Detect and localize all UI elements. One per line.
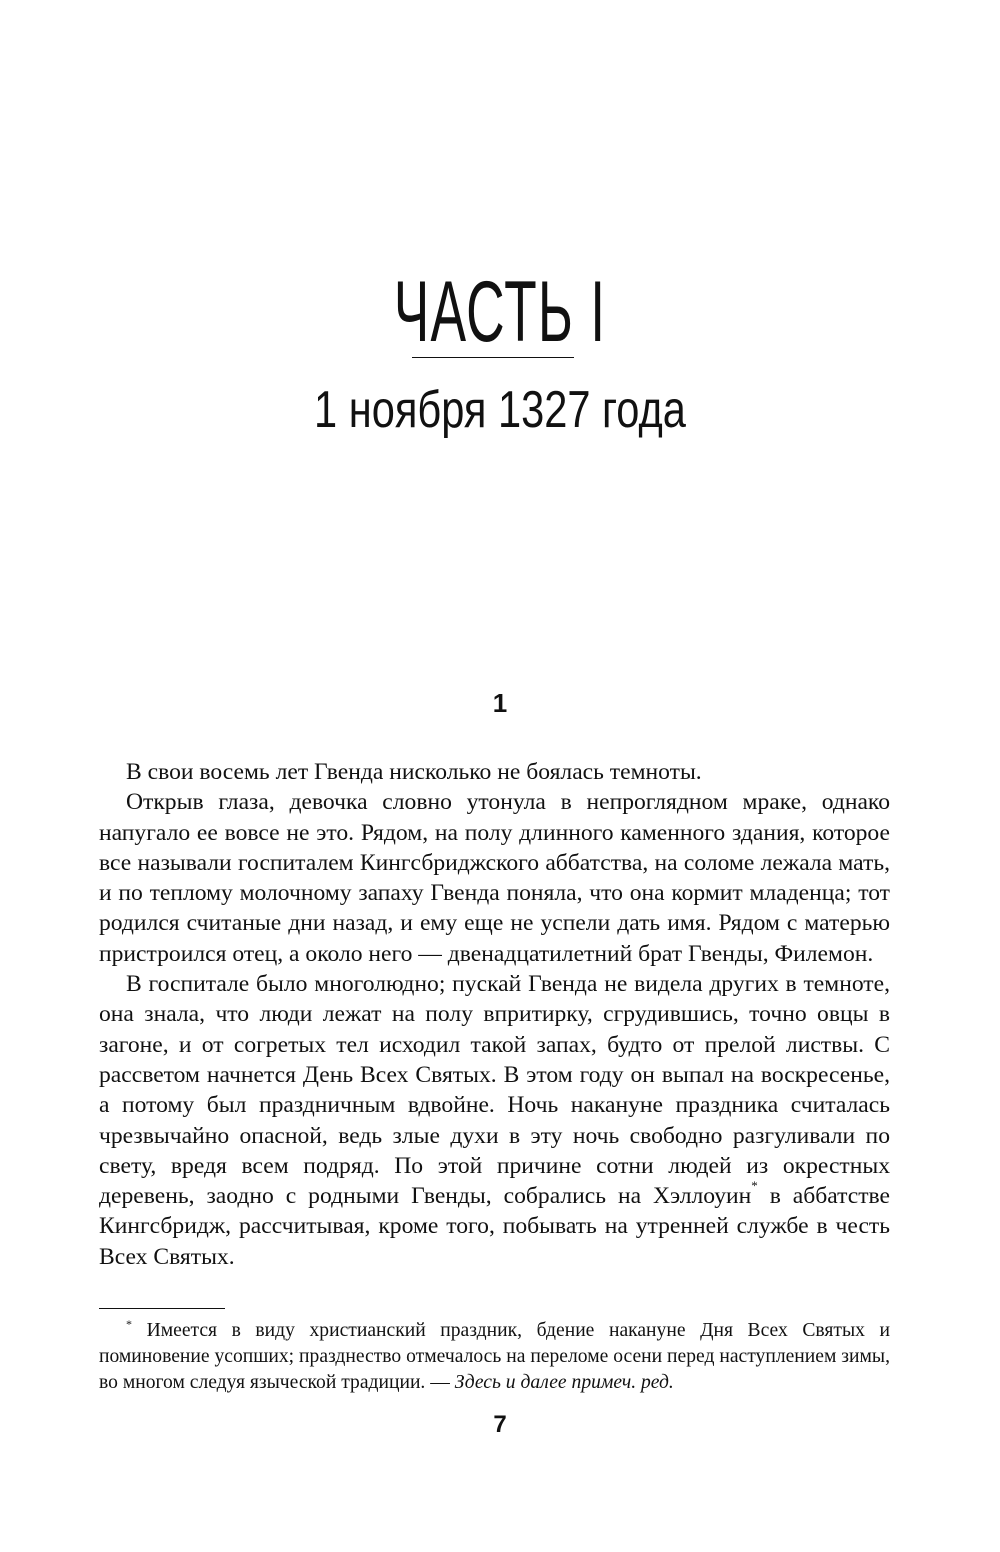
- paragraph: Открыв глаза, девочка словно утонула в непроглядном мраке, однако напугало ее вовсе не это. Рядом, на полу длинного каменного здания, которое все называли госпиталем Кингсбриджского аббатства, на соломе лежала мать, и по теплому молочному запаху Гвенда поняла, что она кормит младенца; тот родился считаные дни назад, и ему еще не успели дать имя. Рядом с матерью пристроился отец, а около него — двенадцатилетний брат Гвенды, Филемон.: [99, 789, 890, 967]
- part-date-subtitle: 1 ноября 1327 года: [314, 381, 686, 439]
- title-divider: [412, 357, 574, 358]
- paragraph: В свои восемь лет Гвенда нисколько не боялась темноты.: [126, 759, 702, 785]
- footnote-text: Имеется в виду христианский праздник, бдение накануне Дня Всех Святых и поминовение усопших; празднество отмечалось на переломе осени перед наступлением зимы, во многом следуя языческой традиции. —: [99, 1320, 890, 1393]
- paragraph-text-continuation: в аббатстве Кингсбридж, рассчитывая, кроме того, побывать на утренней службе в честь Всех Святых.: [99, 1183, 890, 1270]
- body-text: [99, 757, 890, 1272]
- chapter-number: 1: [492, 688, 508, 718]
- footnote-reference[interactable]: *: [751, 1178, 758, 1194]
- paragraph-text: В госпитале было многолюдно; пускай Гвенда не видела других в темноте, она знала, что люди лежат на полу впритирку, сгрудившись, точно овцы в загоне, и от согретых тел исходил такой запах, будто от прелой листвы. С рассветом начнется День Всех Святых. В этом году он выпал на воскресенье, а потому был праздничным вдвойне. Ночь накануне праздника считалась чрезвычайно опасной, ведь злые духи в эту ночь свободно разгуливали по свету, вредя всем подряд. По этой причине сотни людей из окрестных деревень, заодно с родными Гвенды, собрались на Хэллоуин: [99, 971, 890, 1210]
- paragraph: [99, 969, 890, 1272]
- footnote-marker: *: [126, 1317, 132, 1331]
- footnote-divider: [99, 1308, 225, 1309]
- part-title: ЧАСТЬ I: [393, 264, 607, 360]
- page-number: 7: [493, 1411, 507, 1438]
- footnote-attribution: Здесь и далее примеч. ред.: [454, 1372, 674, 1393]
- footnote: [99, 1318, 890, 1396]
